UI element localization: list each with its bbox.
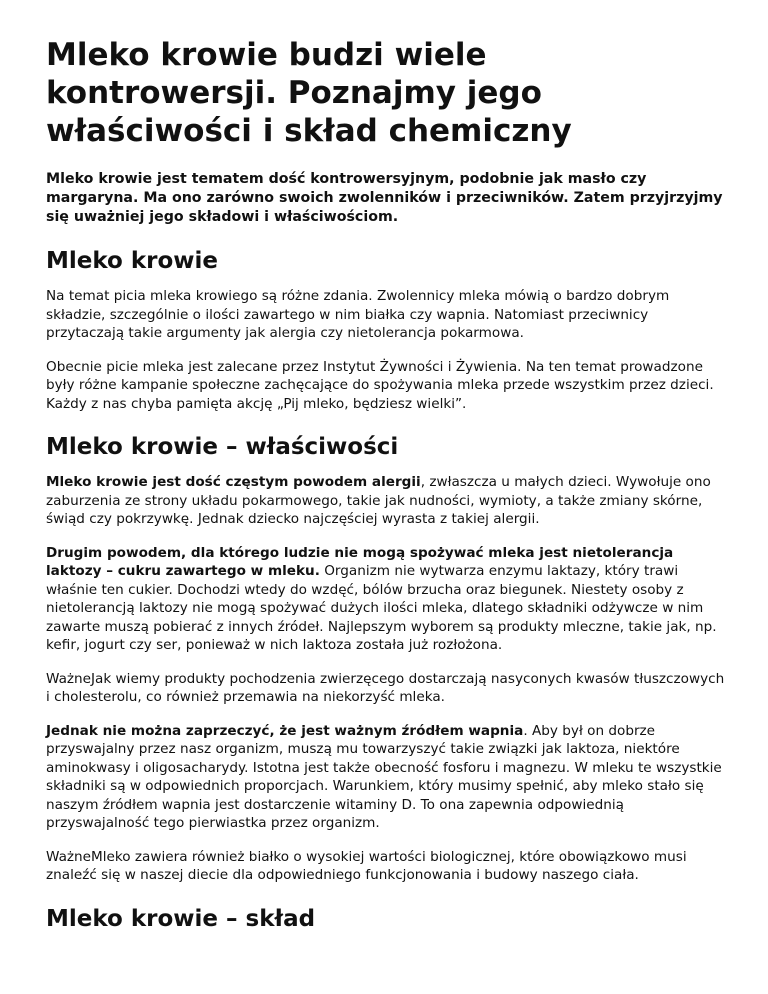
article-lead: Mleko krowie jest tematem dość kontrowersyjnym, podobnie jak masło czy margaryna. Ma ono zarówno swoich zwolenników i przeciwników. Zatem przyjrzyjmy się uważniej jego składowi i właściwościom. — [46, 171, 723, 225]
paragraph — [46, 722, 726, 833]
bold-text: Jednak nie można zaprzeczyć, że jest ważnym źródłem wapnia — [46, 722, 524, 739]
paragraph: WażneJak wiemy produkty pochodzenia zwierzęcego dostarczają nasyconych kwasów tłuszczowych i cholesterolu, co również przemawia na niekorzyść mleka. — [46, 670, 725, 705]
article — [46, 36, 726, 945]
page-title: Mleko krowie budzi wiele kontrowersji. Poznajmy jego właściwości i skład chemiczny — [46, 37, 572, 149]
paragraph: Obecnie picie mleka jest zalecane przez Instytut Żywności i Żywienia. Na ten temat prowadzone były różne kampanie społeczne zachęcające do spożywania mleka przede wszystkim przez dzieci. Każdy z nas chyba pamięta akcję „Pij mleko, będziesz wielki”. — [46, 358, 714, 412]
paragraph-text: . Aby był on dobrze przyswajalny przez nasz organizm, muszą mu towarzyszyć takie związki jak laktoza, niektóre aminokwasy i oligosacharydy. Istotna jest także obecność fosforu i magnezu. W mleku te wszystkie składniki są w odpowiednich proporcjach. Warunkiem, który musimy spełnić, aby mleko stało się naszym źródłem wapnia jest dostarczenie witaminy D. To ona zapewnia odpowiednią przyswajalność tego pierwiastka przez organizm. — [46, 722, 722, 831]
paragraph — [46, 473, 726, 529]
section-heading-sklad: Mleko krowie – skład — [46, 905, 316, 932]
paragraph: Na temat picia mleka krowiego są różne zdania. Zwolennicy mleka mówią o bardzo dobrym składzie, szczególnie o ilości zawartego w nim białka czy wapnia. Natomiast przeciwnicy przytaczają takie argumenty jak alergia czy nietolerancja pokarmowa. — [46, 288, 670, 341]
section-heading-wlasciwosci: Mleko krowie – właściwości — [46, 434, 399, 460]
paragraph-text: Organizm nie wytwarza enzymu laktazy, który trawi właśnie ten cukier. Dochodzi wtedy do wzdęć, bólów brzucha oraz biegunek. Niestety osoby z nietolerancją laktozy nie mogą spożywać dużych ilości mleka, dlatego składniki odżywcze w nim zawarte muszą pobierać z innych źródeł. Najlepszym wyborem są produkty mleczne, takie jak, np. kefir, jogurt czy ser, ponieważ w nich laktoza została już rozłożona. — [46, 563, 717, 653]
section-heading-mleko-krowie: Mleko krowie — [46, 248, 219, 274]
paragraph: WażneMleko zawiera również białko o wysokiej wartości biologicznej, które obowiązkowo musi znaleźć się w naszej diecie dla odpowiedniego funkcjonowania i budowy naszego ciała. — [46, 848, 687, 883]
paragraph — [46, 544, 726, 655]
bold-text: Drugim powodem, dla którego ludzie nie mogą spożywać mleka jest nietolerancja laktozy – cukru zawartego w mleku. — [46, 544, 674, 579]
bold-text: Mleko krowie jest dość częstym powodem alergii — [46, 474, 421, 490]
paragraph-text: , zwłaszcza u małych dzieci. Wywołuje ono zaburzenia ze strony układu pokarmowego, takie jak nudności, wymioty, a także zmiany skórne, świąd czy pokrzywkę. Jednak dziecko najczęściej wyrasta z takiej alergii. — [46, 474, 711, 527]
